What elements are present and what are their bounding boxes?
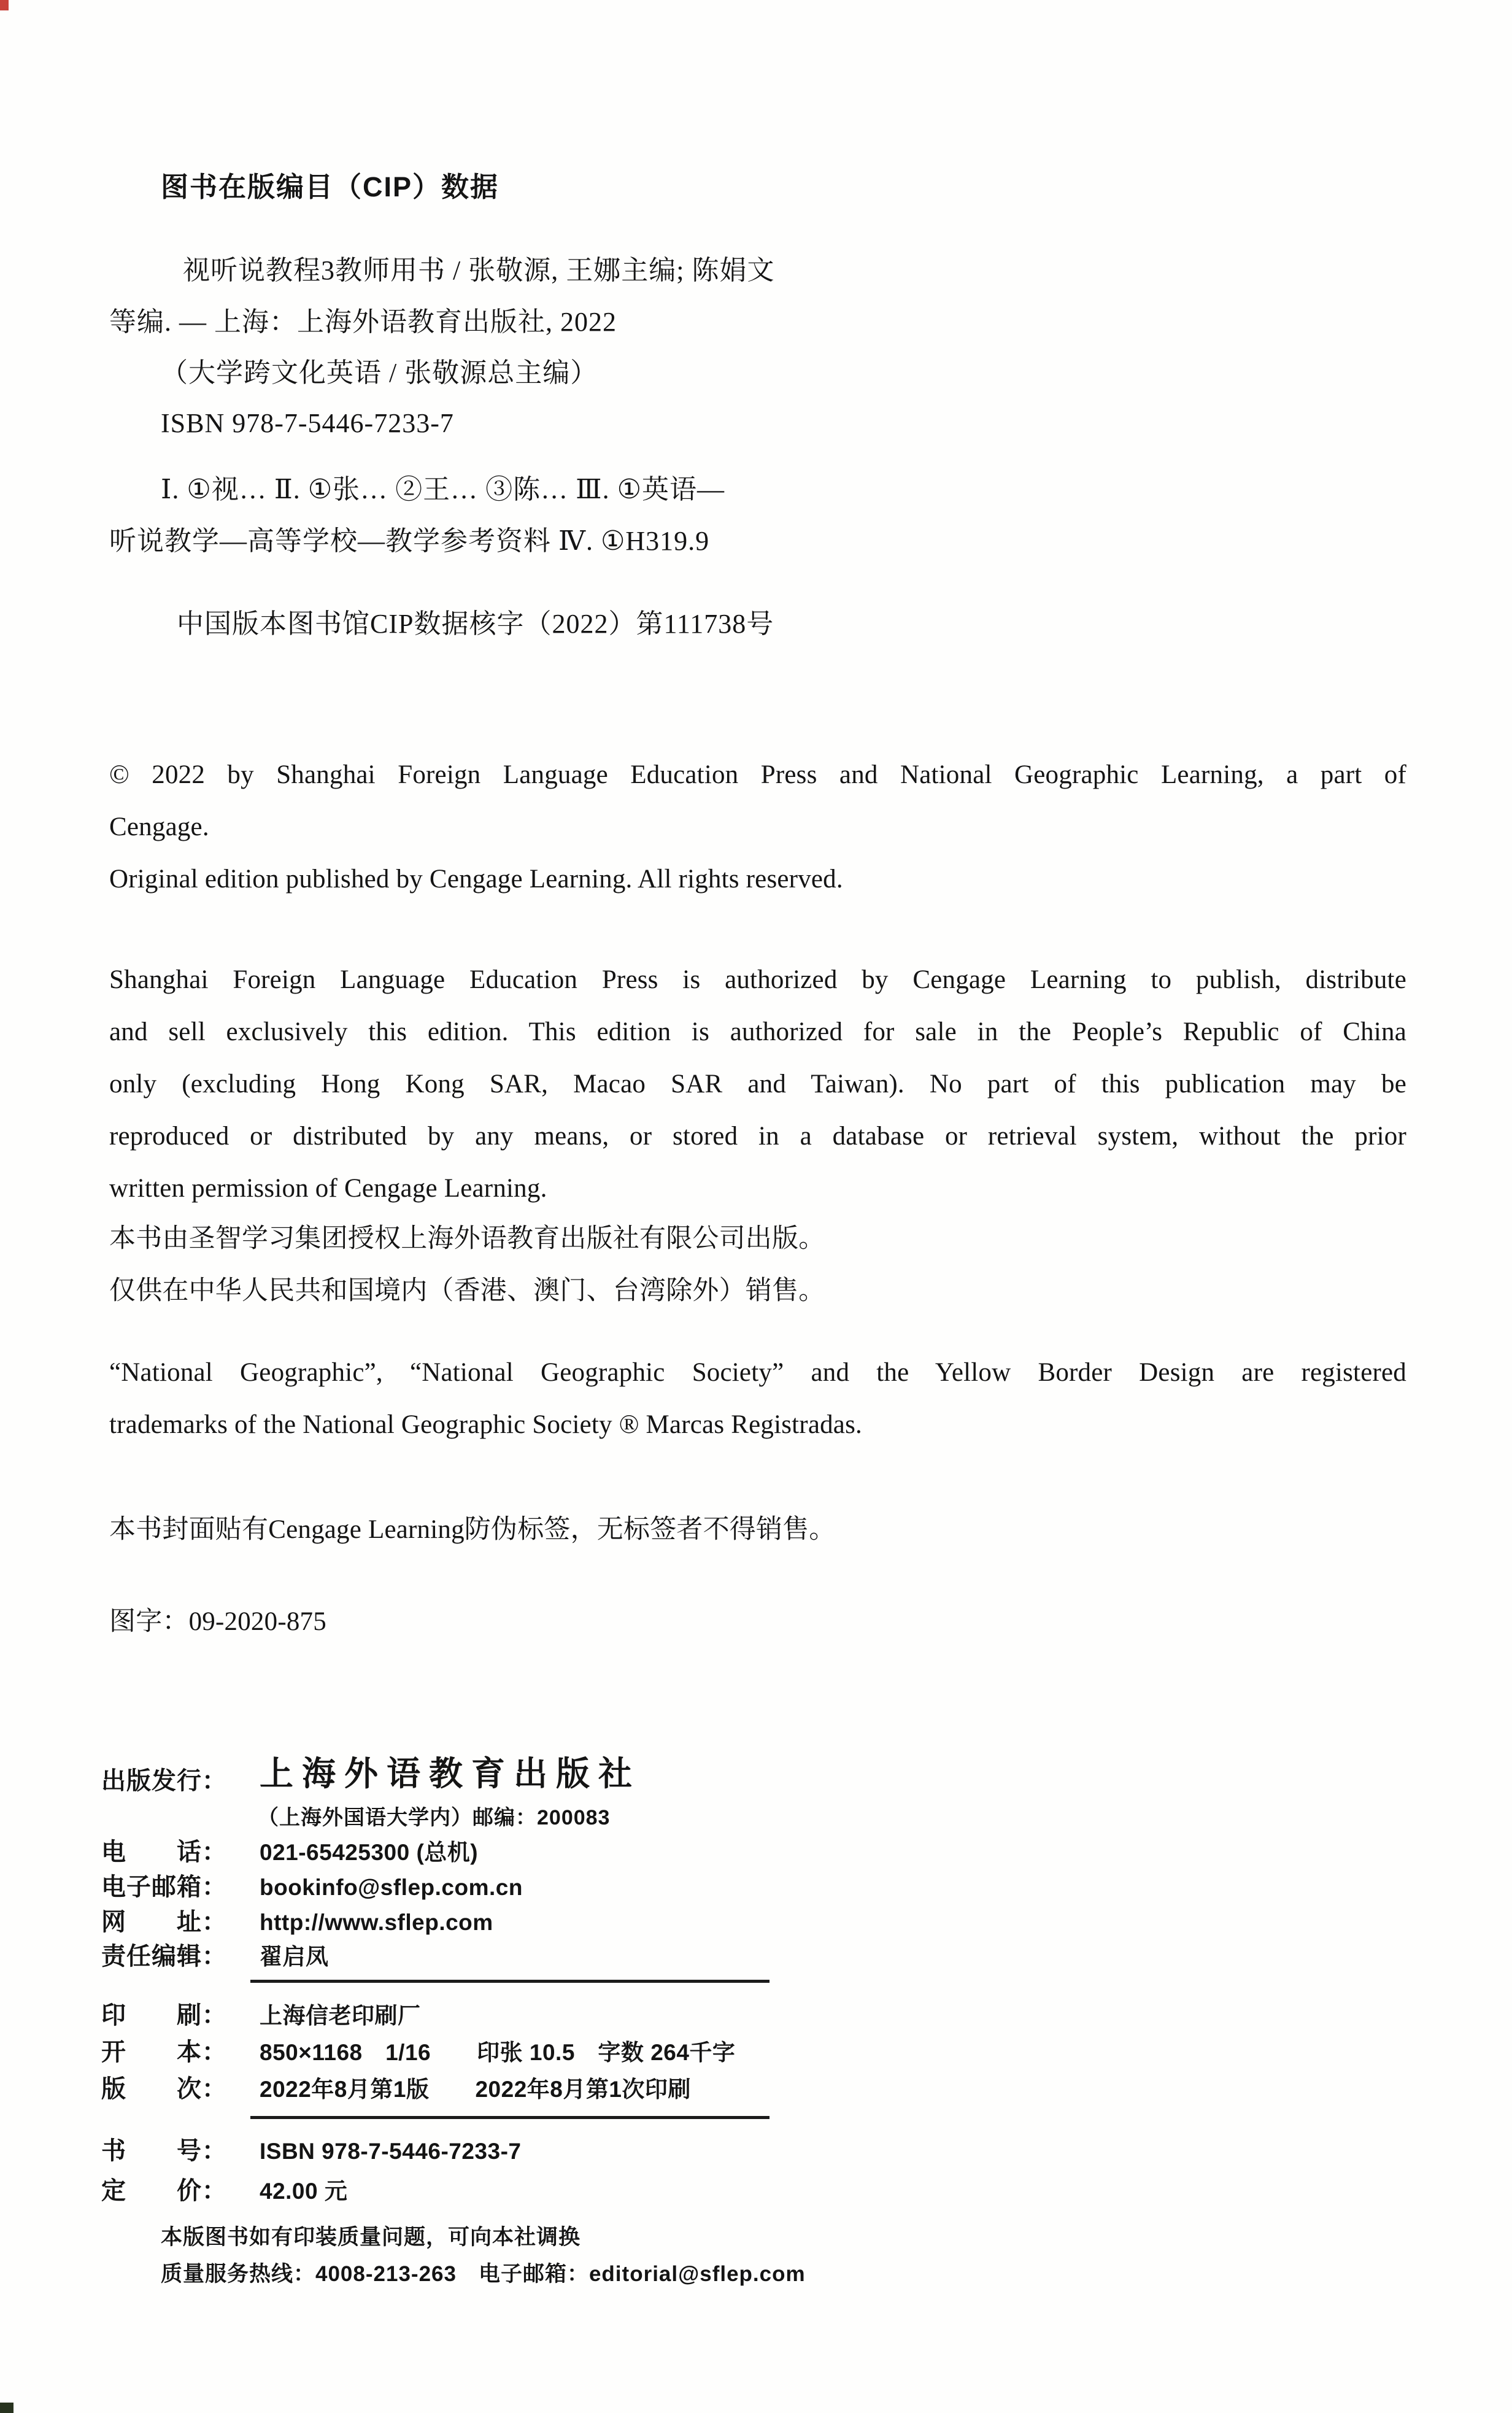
copyright-p2-line-5: written permission of Cengage Learning.	[109, 1174, 547, 1203]
cip-heading: 图书在版编目（CIP）数据	[161, 171, 500, 203]
format-value: 850×1168 1/16 印张 10.5 字数 264千字	[260, 2040, 736, 2065]
printer-row	[101, 1996, 421, 2031]
cip-entry-line-1: 视听说教程3教师用书 / 张敬源, 王娜主编; 陈娟文	[183, 255, 775, 285]
copyright-p2-line-3: only (excluding Hong Kong SAR, Macao SAR and Taiwan). No part of this publication may be	[109, 1070, 1406, 1098]
price-row	[101, 2171, 347, 2206]
copyright-p2-cn-line-1: 本书由圣智学习集团授权上海外语教育出版社有限公司出版。	[109, 1224, 825, 1253]
trademark-line-1: “National Geographic”, “National Geographic Society” and the Yellow Border Design are registered	[109, 1358, 1406, 1387]
printer-value: 上海信老印刷厂	[260, 2003, 421, 2028]
price-label: 定 价：	[101, 2177, 227, 2204]
copyright-p2-line-1: Shanghai Foreign Language Education Press is authorized by Cengage Learning to publish, distribute	[109, 965, 1406, 994]
publisher-address: （上海外国语大学内）邮编：200083	[258, 1806, 611, 1829]
edition-row	[101, 2069, 691, 2104]
license-number-line: 图字：09-2020-875	[109, 1607, 326, 1636]
edition-label: 版 次：	[101, 2075, 227, 2102]
copyright-p1-line-3: Original edition published by Cengage Learning. All rights reserved.	[109, 865, 843, 894]
book-number-row	[101, 2131, 521, 2166]
cip-classification-line-2: 听说教学—高等学校—教学参考资料 Ⅳ. ①H319.9	[109, 526, 710, 556]
phone-label: 电 话：	[101, 1839, 227, 1866]
publisher-name: 上海外语教育出版社	[260, 1755, 641, 1793]
editor-label: 责任编辑：	[101, 1943, 227, 1970]
cip-entry-line-2: 等编. — 上海：上海外语教育出版社, 2022	[109, 307, 617, 337]
phone-row	[101, 1832, 478, 1867]
editor-value: 翟启凤	[260, 1944, 329, 1969]
edition-value: 2022年8月第1版 2022年8月第1次印刷	[260, 2077, 691, 2102]
publisher-label: 出版发行：	[101, 1767, 227, 1794]
service-hotline-line: 质量服务热线：4008-213-263 电子邮箱：editorial@sflep.com	[161, 2262, 806, 2286]
divider-rule-top	[250, 1980, 770, 1983]
printer-label: 印 刷：	[101, 2002, 227, 2029]
copyright-p2-cn-line-2: 仅供在中华人民共和国境内（香港、澳门、台湾除外）销售。	[109, 1276, 825, 1305]
format-row	[101, 2033, 735, 2067]
phone-value: 021-65425300 (总机)	[260, 1840, 479, 1865]
book-number-label: 书 号：	[101, 2137, 227, 2164]
copyright-p2-line-2: and sell exclusively this edition. This edition is authorized for sale in the People’s Republic of China	[109, 1017, 1406, 1046]
cip-registry-line: 中国版本图书馆CIP数据核字（2022）第111738号	[177, 609, 774, 639]
quality-notice-line: 本版图书如有印装质量问题，可向本社调换	[161, 2225, 581, 2249]
website-value: http://www.sflep.com	[260, 1910, 493, 1935]
email-label: 电子邮箱：	[101, 1874, 227, 1901]
copyright-p1-line-1: © 2022 by Shanghai Foreign Language Education Press and National Geographic Learning, a part of	[109, 760, 1406, 789]
price-value: 42.00 元	[260, 2179, 348, 2204]
email-value: bookinfo@sflep.com.cn	[260, 1875, 523, 1900]
book-number-value: ISBN 978-7-5446-7233-7	[260, 2139, 522, 2164]
copyright-p2-line-4: reproduced or distributed by any means, or stored in a database or retrieval system, without the prior	[109, 1122, 1406, 1151]
scan-artifact-top-left	[0, 0, 9, 10]
scan-artifact-bottom-left	[0, 2403, 14, 2413]
cip-classification-line-1: Ⅰ. ①视… Ⅱ. ①张… ②王… ③陈… Ⅲ. ①英语—	[161, 474, 725, 504]
format-label: 开 本：	[101, 2039, 227, 2066]
website-label: 网 址：	[101, 1909, 227, 1936]
website-row	[101, 1902, 493, 1937]
email-row	[101, 1867, 523, 1902]
copyright-p1-line-2: Cengage.	[109, 813, 209, 841]
divider-rule-bottom	[250, 2116, 770, 2119]
cip-isbn-line: ISBN 978-7-5446-7233-7	[161, 408, 454, 438]
editor-row	[101, 1937, 329, 1972]
trademark-line-2: trademarks of the National Geographic Society ® Marcas Registradas.	[109, 1410, 862, 1439]
cip-entry-line-3: （大学跨文化英语 / 张敬源总主编）	[161, 358, 598, 388]
publisher-row	[101, 1750, 641, 1799]
label-notice-line: 本书封面贴有Cengage Learning防伪标签，无标签者不得销售。	[109, 1515, 836, 1544]
